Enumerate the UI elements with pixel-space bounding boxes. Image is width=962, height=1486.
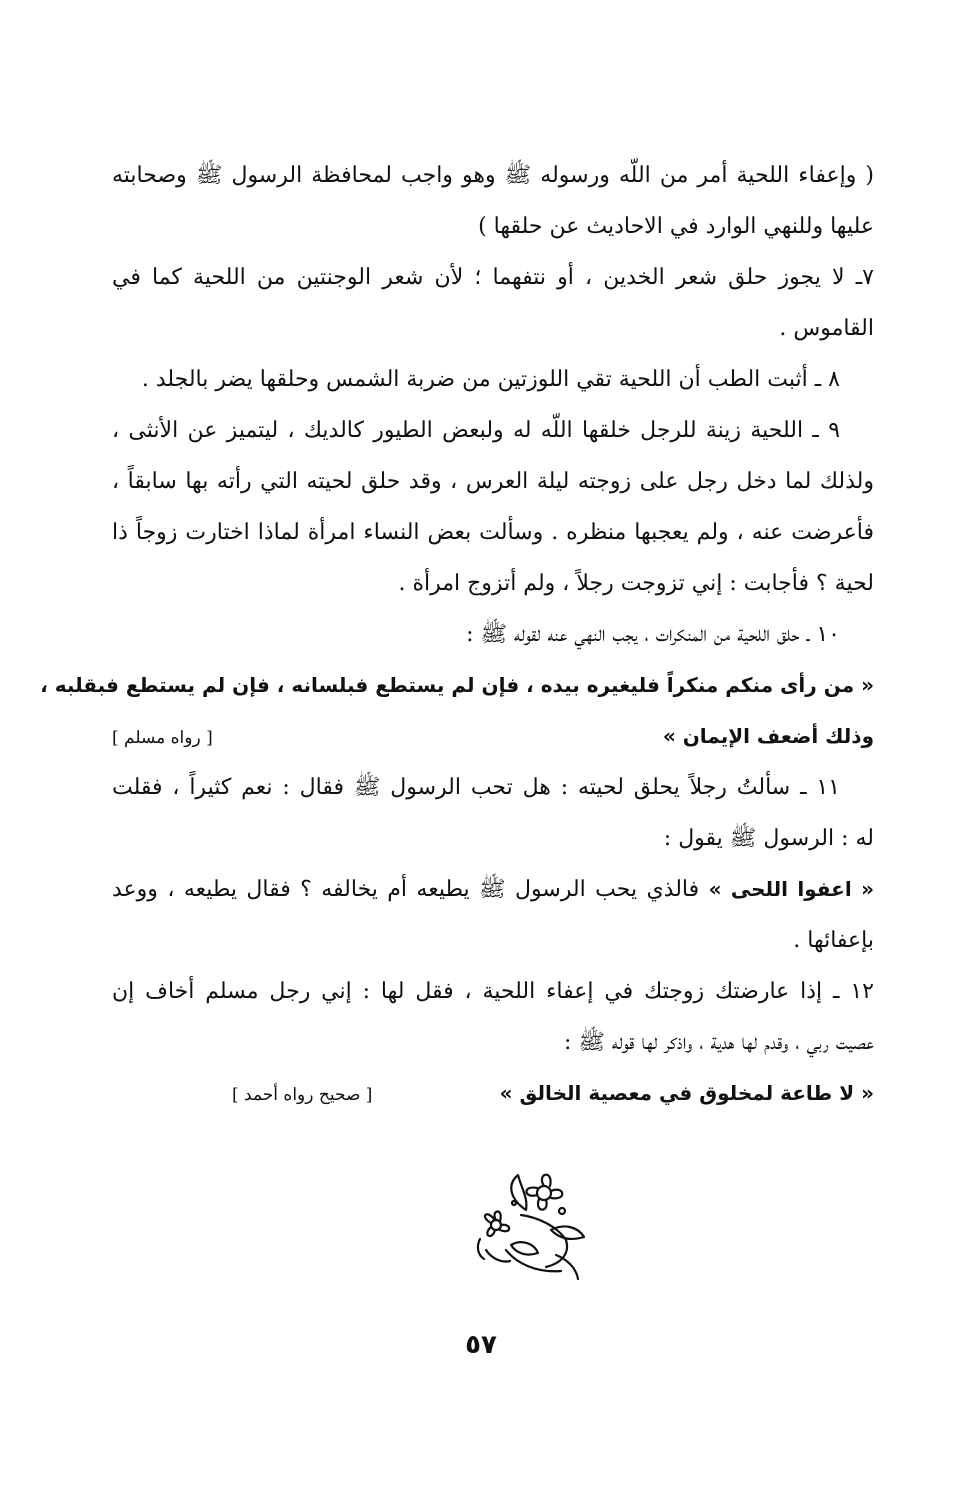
hadith-1-end: وذلك أضعف الإيمان » xyxy=(662,724,874,748)
hadith-3-line xyxy=(112,1068,874,1119)
text-line-1: ( وإعفاء اللحية أمر من اللّه ورسوله ﷺ وهو واجب لمحافظة الرسول ﷺ وصحابته xyxy=(112,163,874,188)
item-9-line-3: فأعرضت عنه ، ولم يعجبها منظره . وسألت بعض النساء امرأة لماذا اختارت زوجاً ذا xyxy=(112,520,874,545)
item-7-line-2: القاموس . xyxy=(779,316,874,341)
hadith-1-line-2 xyxy=(112,711,874,762)
hadith-1-citation: [ رواه مسلم ] xyxy=(112,728,213,748)
item-11-line-3-rest: فالذي يحب الرسول ﷺ يطيعه أم يخالفه ؟ فقال يطيعه ، ووعد xyxy=(112,877,700,902)
item-8: ٨ ـ أثبت الطب أن اللحية تقي اللوزتين من ضربة الشمس وحلقها يضر بالجلد . xyxy=(141,367,840,392)
item-12-line-1: ١٢ ـ إذا عارضتك زوجتك في إعفاء اللحية ، فقل لها : إني رجل مسلم أخاف إن xyxy=(112,979,874,1004)
text-line-2: عليها وللنهي الوارد في الاحاديث عن حلقها ) xyxy=(478,214,874,239)
hadith-3-citation: [ صحيح رواه أحمد ] xyxy=(232,1085,373,1105)
hadith-1-line-1: « من رأى منكم منكراً فليغيره بيده ، فإن لم يستطع فبلسانه ، فإن لم يستطع فبقلبه ، xyxy=(40,673,874,697)
page-number: ٥٧ xyxy=(465,1330,497,1360)
item-11-line-1: ١١ ـ سألتُ رجلاً يحلق لحيته : هل تحب الرسول ﷺ فقال : نعم كثيراً ، فقلت xyxy=(112,775,840,800)
hadith-3: « لا طاعة لمخلوق في معصية الخالق » xyxy=(499,1081,874,1105)
item-12-line-2: عصيت ربي ، وقدم لها هدية ، واذكر لها قوله ﷺ : xyxy=(563,1030,874,1055)
item-9-line-2: ولذلك لما دخل رجل على زوجته ليلة العرس ، وقد حلق لحيته التي رأته بها سابقاً ، xyxy=(112,469,874,494)
item-7-line-1: ٧ـ لا يجوز حلق شعر الخدين ، أو نتفهما ؛ لأن شعر الوجنتين من اللحية كما في xyxy=(112,265,874,290)
item-9-line-1: ٩ ـ اللحية زينة للرجل خلقها اللّه له ولبعض الطيور كالديك ، ليتميز عن الأنثى ، xyxy=(112,418,841,443)
item-9-line-4: لحية ؟ فأجابت : إني تزوجت رجلاً ، ولم أتزوج امرأة . xyxy=(398,571,874,596)
floral-ornament-icon xyxy=(466,1155,596,1285)
item-11-line-4: بإعفائها . xyxy=(793,928,874,953)
item-11-line-3 xyxy=(112,864,874,915)
item-10: ١٠ ـ حلق اللحية من المنكرات ، يجب النهي عنه لقوله ﷺ : xyxy=(466,622,840,647)
item-11-line-2: له : الرسول ﷺ يقول : xyxy=(663,826,874,851)
hadith-2: « اعفوا اللحى » xyxy=(708,877,874,901)
page-body xyxy=(40,150,874,1119)
